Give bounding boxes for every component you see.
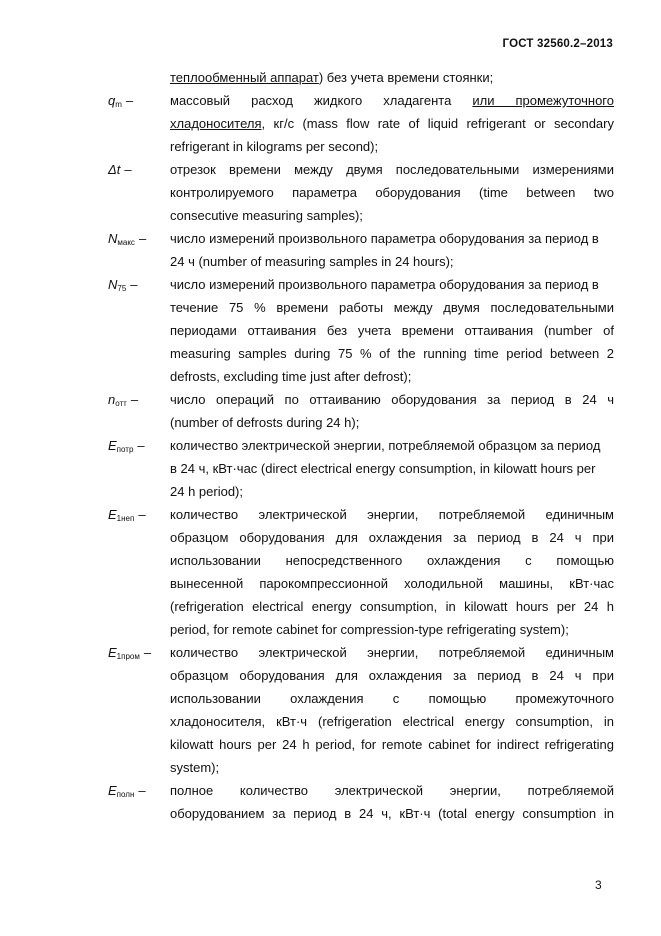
- definition-line: 24 ч (number of measuring samples in 24 hours);: [170, 254, 454, 269]
- symbol-qm: $q_m$ –: [108, 93, 134, 109]
- symbol-e-potr: $E_{потр}$ –: [108, 438, 145, 454]
- definition-line: оборудованием за период в 24 ч, кВт·ч (total energy consumption in: [170, 806, 614, 821]
- definition-line: количество электрической энергии, потребляемой единичным: [170, 645, 614, 660]
- definition-line: массовый расход жидкого хладагента или промежуточного: [170, 93, 614, 108]
- definition-line: period, for remote cabinet for compression-type refrigerating system);: [170, 622, 569, 637]
- symbol-n-max: $N_{макс}$ –: [108, 231, 147, 247]
- symbol-e-1nep: $E_{1неп}$ –: [108, 507, 146, 523]
- definition-line: использовании непосредственного охлаждения с помощью: [170, 553, 614, 568]
- document-header: ГОСТ 32560.2–2013: [502, 38, 613, 50]
- symbol-e-1prom: $E_{1пром}$ –: [108, 645, 152, 661]
- definition-line: в 24 ч, кВт·час (direct electrical energy consumption, in kilowatt hours per: [170, 461, 596, 476]
- definition-line: defrosts, excluding time just after defrost);: [170, 369, 412, 384]
- definition-line: течение 75 % времени работы между двумя последовательными: [170, 300, 614, 315]
- intro-underlined: теплообменный аппарат: [170, 70, 319, 85]
- definition-line: system);: [170, 760, 220, 775]
- definition-line: образцом оборудования для охлаждения за период в 24 ч при: [170, 530, 614, 545]
- intro-line: [170, 70, 614, 86]
- definition-line: хладоносителя, кВт·ч (refrigeration electrical energy consumption, in: [170, 714, 614, 729]
- definition-line: kilowatt hours per 24 h period, for remote cabinet for indirect refrigerating: [170, 737, 614, 752]
- definition-line: использовании охлаждения с помощью промежуточного: [170, 691, 614, 706]
- intro-rest: ) без учета времени стоянки;: [318, 70, 494, 85]
- definition-line: число измерений произвольного параметра оборудования за период в: [170, 277, 599, 292]
- definition-line: количество электрической энергии, потребляемой единичным: [170, 507, 614, 522]
- definition-line: (number of defrosts during 24 h);: [170, 415, 360, 430]
- definition-line: (refrigeration electrical energy consumption, in kilowatt hours per 24 h: [170, 599, 614, 614]
- symbol-e-poln: $E_{полн}$ –: [108, 783, 146, 799]
- definition-line: measuring samples during 75 % of the running time period between 2: [170, 346, 614, 361]
- definition-line: контролируемого параметра оборудования (time between two: [170, 185, 614, 200]
- definition-line: отрезок времени между двумя последовательными измерениями: [170, 162, 614, 177]
- definition-line: число операций по оттаиванию оборудования за период в 24 ч: [170, 392, 614, 407]
- page-number: 3: [595, 878, 602, 892]
- definition-line: consecutive measuring samples);: [170, 208, 363, 223]
- definition-line: количество электрической энергии, потребляемой образцом за период: [170, 438, 601, 453]
- definition-line: полное количество электрической энергии, потребляемой: [170, 783, 614, 798]
- symbol-n-75: $N_{75}$ –: [108, 277, 138, 293]
- definition-line: периодами оттаивания без учета времени оттаивания (number of: [170, 323, 614, 338]
- definition-line: вынесенной парокомпрессионной холодильной машины, кВт·час: [170, 576, 614, 591]
- definition-line: refrigerant in kilograms per second);: [170, 139, 379, 154]
- symbol-n-ott: $n_{отт}$ –: [108, 392, 139, 408]
- definition-line: образцом оборудования для охлаждения за период в 24 ч при: [170, 668, 614, 683]
- definition-line: хладоносителя, кг/с (mass flow rate of liquid refrigerant or secondary: [170, 116, 614, 131]
- definition-line: 24 h period);: [170, 484, 243, 499]
- symbol-delta-t: Δt –: [108, 162, 132, 177]
- definition-line: число измерений произвольного параметра оборудования за период в: [170, 231, 599, 246]
